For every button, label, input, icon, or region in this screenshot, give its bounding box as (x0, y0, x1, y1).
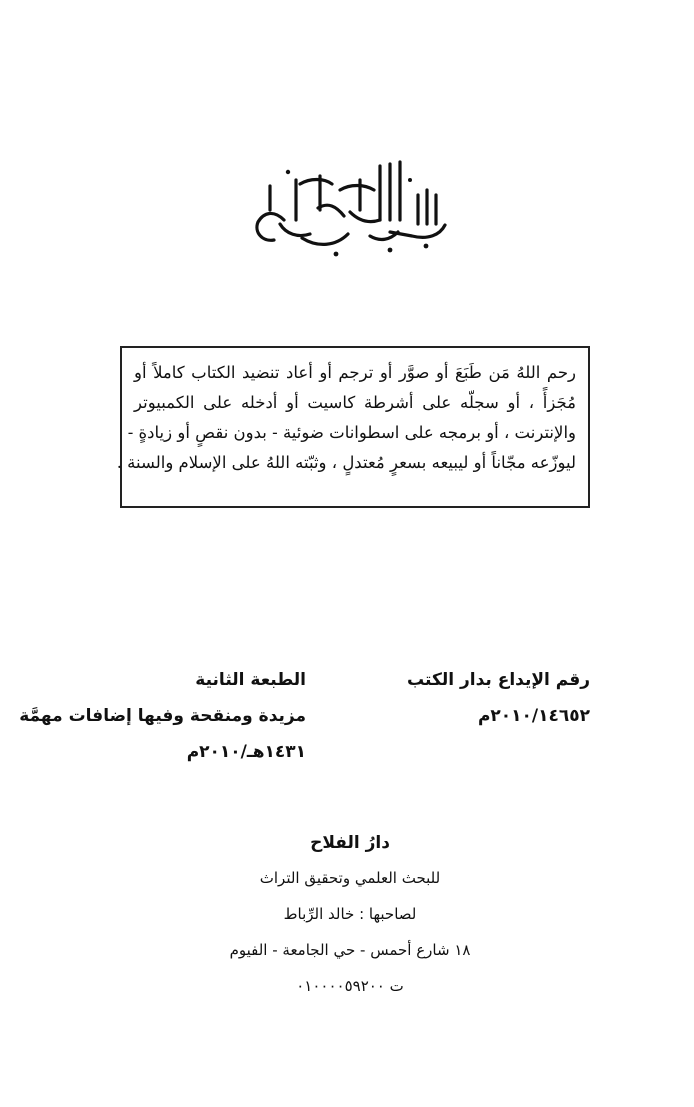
edition-title: الطبعة الثانية (195, 670, 306, 690)
deposit-label: رقم الإيداع بدار الكتب (407, 670, 590, 690)
notice-line: مُجَزأً ، أو سجلّه على أشرطة كاسيت أو أدخله على الكمبيوتر (134, 393, 576, 412)
publisher-name: دارُ الفلاح (310, 833, 390, 853)
publisher-owner: لصاحبها : خالد الرِّباط (283, 905, 417, 923)
publisher-subtitle: للبحث العلمي وتحقيق التراث (259, 869, 441, 887)
notice-line: رحم اللهُ مَن طَبَعَ أو صوَّر أو ترجم أو أعاد تنضيد الكتاب كاملاً أو (134, 363, 576, 382)
publisher-info (200, 826, 500, 1004)
publisher-phone: ت ٠١٠٠٠٠٥٩٢٠٠ (296, 977, 404, 995)
notice-line: والإنترنت ، أو برمجه على اسطوانات ضوئية - بدون نقصٍ أو زيادةٍ - (127, 423, 576, 442)
notice-line: ليوزّعه مجّاناً أو ليبيعه بسعرٍ مُعتدلٍ ، وثبّته اللهُ على الإسلام والسنة . (116, 453, 576, 472)
copyright-notice-box (116, 346, 590, 508)
edition-date: ١٤٣١هـ/٢٠١٠م (186, 742, 306, 762)
deposit-info (370, 662, 590, 734)
deposit-number: ٢٠١٠/١٤٦٥٢م (477, 706, 590, 726)
basmala-calligraphy (240, 150, 460, 260)
edition-note: مزيدة ومنقحة وفيها إضافات مهمَّة (19, 706, 306, 726)
edition-info (19, 662, 306, 770)
publisher-address: ١٨ شارع أحمس - حي الجامعة - الفيوم (229, 941, 471, 959)
